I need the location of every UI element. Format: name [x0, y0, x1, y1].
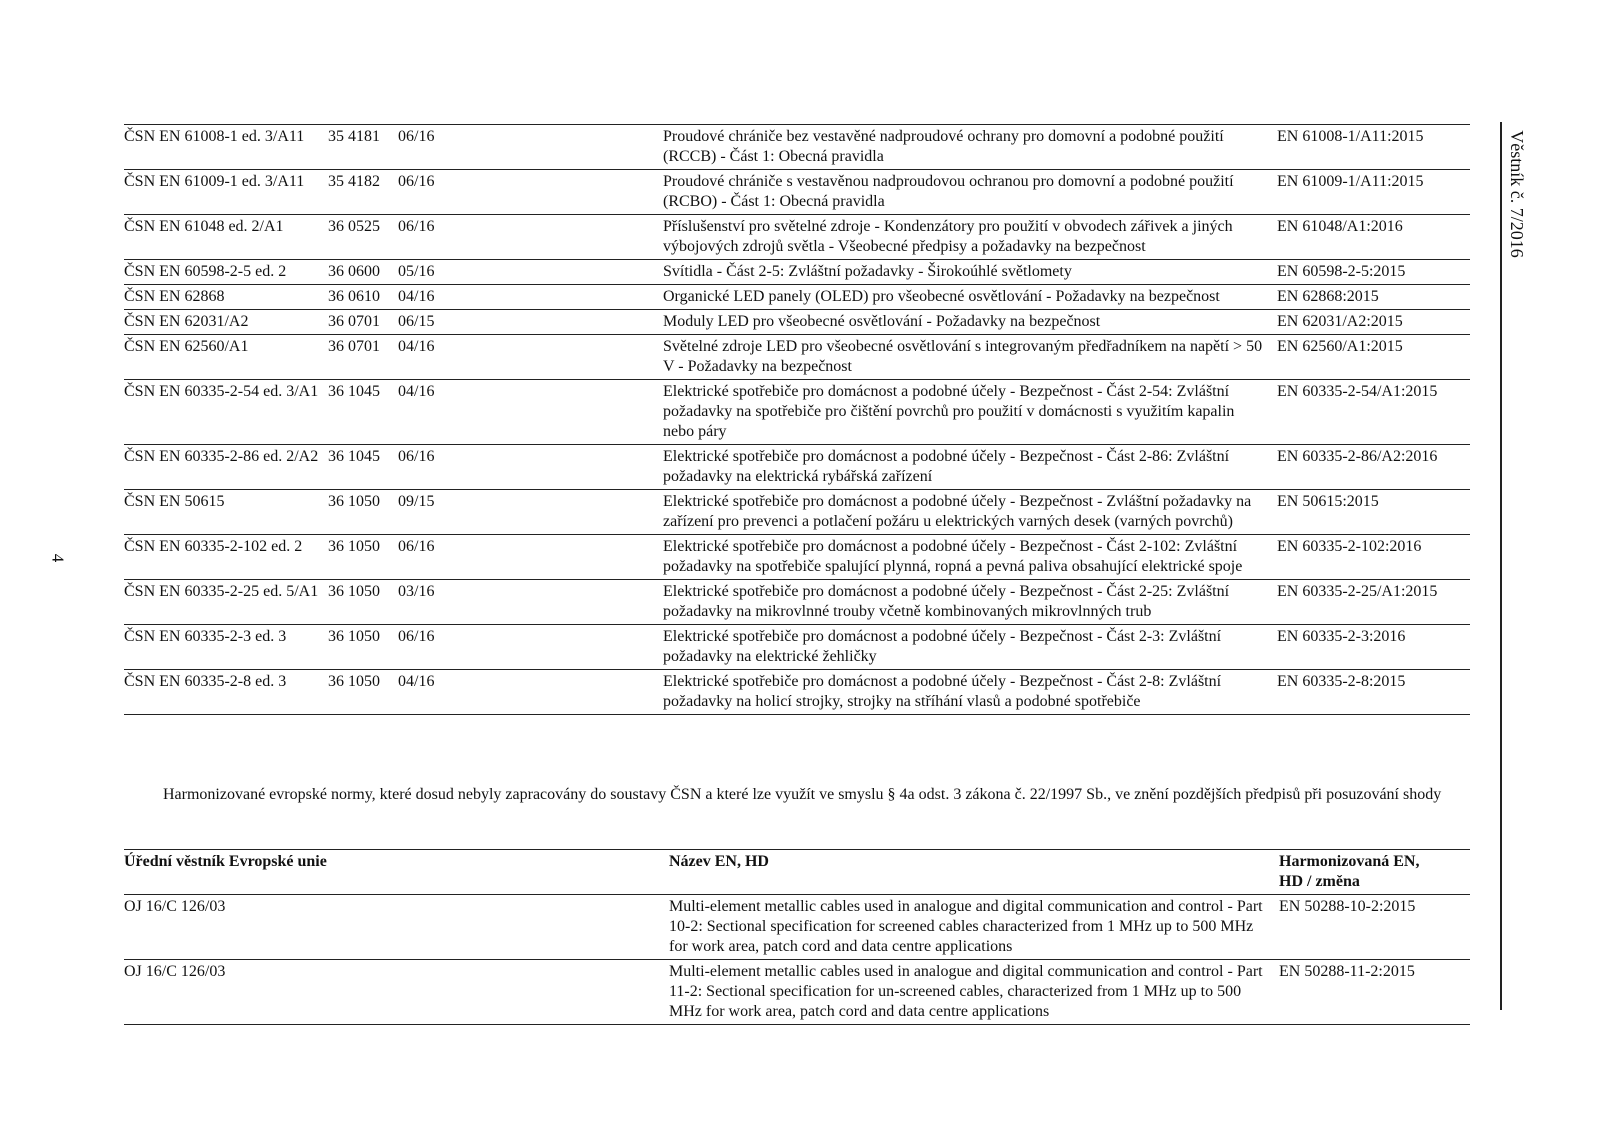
classification-cell: 36 0701: [328, 310, 398, 335]
classification-cell: 36 0525: [328, 215, 398, 260]
standard-title-cell: Proudové chrániče s vestavěnou nadproudovou ochranou pro domovní a podobné použití (RCBO) - Část 1: Obecná pravidla: [663, 170, 1277, 215]
csn-code-cell: ČSN EN 60335-2-54 ed. 3/A1: [124, 380, 328, 445]
en-title-cell: Multi-element metallic cables used in analogue and digital communication and control - Part 10-2: Sectional specification for screened cables characterized from 1 MHz up to 500 MHz for work area, patch cord and data centre applications: [669, 895, 1279, 960]
publication-date-cell: 06/16: [398, 625, 663, 670]
publication-date-cell: 06/15: [398, 310, 663, 335]
header-en-hd-title: Název EN, HD: [669, 850, 1279, 895]
oj-reference-cell: OJ 16/C 126/03: [124, 960, 669, 1025]
table-row: [124, 285, 1470, 310]
czech-standards-table: [124, 124, 1470, 715]
table-row: [124, 445, 1470, 490]
en-reference-cell: EN 50615:2015: [1277, 490, 1470, 535]
eu-journal-table: [124, 849, 1470, 1025]
table-row: [124, 335, 1470, 380]
en-reference-cell: EN 60335-2-54/A1:2015: [1277, 380, 1470, 445]
en-reference-cell: EN 60335-2-86/A2:2016: [1277, 445, 1470, 490]
table-row: [124, 895, 1470, 960]
en-reference-cell: EN 61009-1/A11:2015: [1277, 170, 1470, 215]
en-reference-cell: EN 60335-2-102:2016: [1277, 535, 1470, 580]
publication-date-cell: 04/16: [398, 285, 663, 310]
classification-cell: 36 1050: [328, 580, 398, 625]
table-row: [124, 310, 1470, 335]
en-reference-cell: EN 62560/A1:2015: [1277, 335, 1470, 380]
header-harmonized-en: Harmonizovaná EN, HD / změna: [1279, 850, 1470, 895]
publication-date-cell: 03/16: [398, 580, 663, 625]
classification-cell: 35 4181: [328, 125, 398, 170]
classification-cell: 36 1050: [328, 535, 398, 580]
csn-code-cell: ČSN EN 60598-2-5 ed. 2: [124, 260, 328, 285]
standard-title-cell: Proudové chrániče bez vestavěné nadproudové ochrany pro domovní a podobné použití (RCCB) - Část 1: Obecná pravidla: [663, 125, 1277, 170]
bulletin-issue-label: Věstník č. 7/2016: [1507, 130, 1527, 258]
csn-code-cell: ČSN EN 62031/A2: [124, 310, 328, 335]
table-row: [124, 625, 1470, 670]
standard-title-cell: Elektrické spotřebiče pro domácnost a podobné účely - Bezpečnost - Část 2-25: Zvláštní požadavky na mikrovlnné trouby včetně kombinovaných mikrovlnných trub: [663, 580, 1277, 625]
classification-cell: 35 4182: [328, 170, 398, 215]
publication-date-cell: 04/16: [398, 380, 663, 445]
standard-title-cell: Svítidla - Část 2-5: Zvláštní požadavky - Širokoúhlé světlomety: [663, 260, 1277, 285]
table-row: [124, 535, 1470, 580]
standard-title-cell: Příslušenství pro světelné zdroje - Kondenzátory pro použití v obvodech zářivek a jiných výbojových zdrojů světla - Všeobecné předpisy a požadavky na bezpečnost: [663, 215, 1277, 260]
table-row: [124, 580, 1470, 625]
table-row: [124, 170, 1470, 215]
classification-cell: 36 1050: [328, 670, 398, 715]
standard-title-cell: Elektrické spotřebiče pro domácnost a podobné účely - Bezpečnost - Část 2-86: Zvláštní požadavky na elektrická rybářská zařízení: [663, 445, 1277, 490]
standard-title-cell: Světelné zdroje LED pro všeobecné osvětlování s integrovaným předřadníkem na napětí > 50 V - Požadavky na bezpečnost: [663, 335, 1277, 380]
standard-title-cell: Elektrické spotřebiče pro domácnost a podobné účely - Bezpečnost - Zvláštní požadavky na zařízení pro prevenci a potlačení požáru u elektrických varných desek (varných povrchů): [663, 490, 1277, 535]
en-reference-cell: EN 62031/A2:2015: [1277, 310, 1470, 335]
classification-cell: 36 1045: [328, 445, 398, 490]
en-reference-cell: EN 61008-1/A11:2015: [1277, 125, 1470, 170]
publication-date-cell: 06/16: [398, 535, 663, 580]
en-reference-cell: EN 62868:2015: [1277, 285, 1470, 310]
classification-cell: 36 1050: [328, 490, 398, 535]
publication-date-cell: 09/15: [398, 490, 663, 535]
table-row: [124, 490, 1470, 535]
classification-cell: 36 0610: [328, 285, 398, 310]
csn-code-cell: ČSN EN 61009-1 ed. 3/A11: [124, 170, 328, 215]
publication-date-cell: 06/16: [398, 170, 663, 215]
standard-title-cell: Elektrické spotřebiče pro domácnost a podobné účely - Bezpečnost - Část 2-102: Zvláštní požadavky na spotřebiče spalující plynná, ropná a pevná paliva obsahující elektrické spoje: [663, 535, 1277, 580]
classification-cell: 36 1050: [328, 625, 398, 670]
standard-title-cell: Moduly LED pro všeobecné osvětlování - Požadavky na bezpečnost: [663, 310, 1277, 335]
csn-code-cell: ČSN EN 60335-2-86 ed. 2/A2: [124, 445, 328, 490]
side-divider-rule: [1500, 122, 1502, 1010]
csn-code-cell: ČSN EN 62560/A1: [124, 335, 328, 380]
harmonized-en-cell: EN 50288-11-2:2015: [1279, 960, 1470, 1025]
classification-cell: 36 1045: [328, 380, 398, 445]
standard-title-cell: Organické LED panely (OLED) pro všeobecné osvětlování - Požadavky na bezpečnost: [663, 285, 1277, 310]
en-reference-cell: EN 61048/A1:2016: [1277, 215, 1470, 260]
en-reference-cell: EN 60598-2-5:2015: [1277, 260, 1470, 285]
publication-date-cell: 06/16: [398, 215, 663, 260]
en-reference-cell: EN 60335-2-3:2016: [1277, 625, 1470, 670]
publication-date-cell: 04/16: [398, 670, 663, 715]
csn-code-cell: ČSN EN 50615: [124, 490, 328, 535]
csn-code-cell: ČSN EN 60335-2-8 ed. 3: [124, 670, 328, 715]
harmonized-standards-note: Harmonizované evropské normy, které dosud nebyly zapracovány do soustavy ČSN a které lze využít ve smyslu § 4a odst. 3 zákona č. 22/1997 Sb., ve znění pozdějších předpisů při posuzování shody: [163, 786, 1442, 803]
en-reference-cell: EN 60335-2-25/A1:2015: [1277, 580, 1470, 625]
publication-date-cell: 06/16: [398, 125, 663, 170]
oj-reference-cell: OJ 16/C 126/03: [124, 895, 669, 960]
harmonized-en-cell: EN 50288-10-2:2015: [1279, 895, 1470, 960]
table-row: [124, 260, 1470, 285]
en-reference-cell: EN 60335-2-8:2015: [1277, 670, 1470, 715]
standard-title-cell: Elektrické spotřebiče pro domácnost a podobné účely - Bezpečnost - Část 2-8: Zvláštní požadavky na holicí strojky, strojky na stříhání vlasů a podobné spotřebiče: [663, 670, 1277, 715]
table-row: [124, 670, 1470, 715]
eu-journal-header-row: [124, 850, 1470, 895]
classification-cell: 36 0701: [328, 335, 398, 380]
standard-title-cell: Elektrické spotřebiče pro domácnost a podobné účely - Bezpečnost - Část 2-3: Zvláštní požadavky na elektrické žehličky: [663, 625, 1277, 670]
csn-code-cell: ČSN EN 60335-2-25 ed. 5/A1: [124, 580, 328, 625]
eu-journal-table-body: [124, 895, 1470, 1025]
publication-date-cell: 06/16: [398, 445, 663, 490]
page-number: 4: [48, 553, 68, 563]
csn-code-cell: ČSN EN 61048 ed. 2/A1: [124, 215, 328, 260]
csn-code-cell: ČSN EN 61008-1 ed. 3/A11: [124, 125, 328, 170]
table-row: [124, 960, 1470, 1025]
publication-date-cell: 04/16: [398, 335, 663, 380]
czech-standards-table-body: [124, 125, 1470, 715]
table-row: [124, 215, 1470, 260]
csn-code-cell: ČSN EN 60335-2-3 ed. 3: [124, 625, 328, 670]
csn-code-cell: ČSN EN 60335-2-102 ed. 2: [124, 535, 328, 580]
table-row: [124, 380, 1470, 445]
csn-code-cell: ČSN EN 62868: [124, 285, 328, 310]
publication-date-cell: 05/16: [398, 260, 663, 285]
header-official-journal: Úřední věstník Evropské unie: [124, 850, 669, 895]
classification-cell: 36 0600: [328, 260, 398, 285]
en-title-cell: Multi-element metallic cables used in analogue and digital communication and control - Part 11-2: Sectional specification for un-screened cables, characterized from 1 MHz up to 500 MHz for work area, patch cord and data centre applications: [669, 960, 1279, 1025]
standard-title-cell: Elektrické spotřebiče pro domácnost a podobné účely - Bezpečnost - Část 2-54: Zvláštní požadavky na spotřebiče pro čištění povrchů pro použití v domácnosti s využitím kapalin nebo páry: [663, 380, 1277, 445]
table-row: [124, 125, 1470, 170]
